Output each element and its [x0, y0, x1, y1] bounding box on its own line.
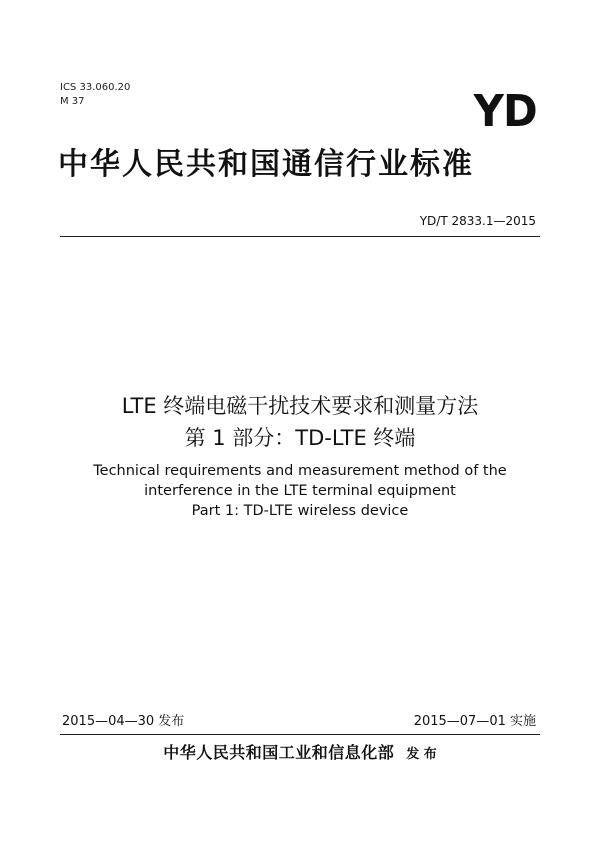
ics-code: ICS 33.060.20: [60, 82, 131, 93]
chinese-title-line-1: LTE 终端电磁干扰技术要求和测量方法: [121, 394, 479, 418]
top-divider: [60, 236, 540, 237]
issuer-line: [0, 740, 600, 763]
bottom-divider: [60, 734, 540, 735]
implementation-date: 2015—07—01 实施: [413, 714, 536, 729]
classification-code: M 37: [60, 96, 85, 107]
english-title-line-3: Part 1: TD-LTE wireless device: [191, 503, 409, 519]
standard-category-title: 中华人民共和国通信行业标准: [58, 147, 474, 182]
yd-logo: YD: [473, 86, 537, 137]
standard-number: YD/T 2833.1—2015: [419, 214, 536, 228]
publish-date: 2015—04—30 发布: [62, 714, 185, 729]
english-title-line-1: Technical requirements and measurement method of the: [93, 463, 507, 479]
chinese-title-line-2: 第 1 部分：TD-LTE 终端: [184, 426, 416, 450]
issuing-ministry: 中华人民共和国工业和信息化部: [163, 743, 395, 762]
issue-action: 发 布: [406, 747, 437, 762]
english-title-line-2: interference in the LTE terminal equipment: [144, 483, 456, 499]
